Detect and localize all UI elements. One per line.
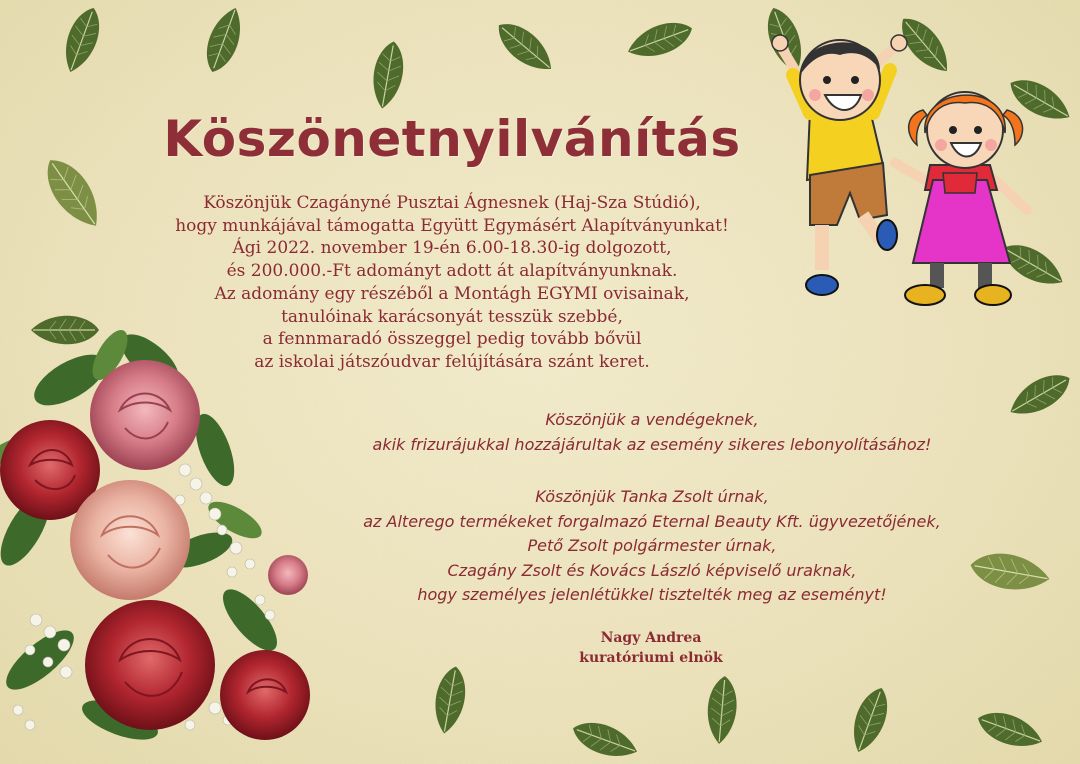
- intro-line: Az adomány egy részéből a Montágh EGYMI ovisainak,: [214, 283, 690, 304]
- intro-line: az iskolai játszóudvar felújítására szánt keret.: [254, 351, 650, 372]
- guests-line: akik frizurájukkal hozzájárultak az esemény sikeres lebonyolításához!: [372, 434, 932, 454]
- intro-line: a fennmaradó összeggel pedig tovább bővül: [262, 329, 642, 350]
- page-title: Köszönetnyilvánítás: [163, 110, 741, 168]
- signature-role: kuratóriumi elnök: [579, 650, 723, 666]
- rose-icon: [85, 600, 215, 730]
- sponsors-line: az Alterego termékeket forgalmazó Eternal Beauty Kft. ügyvezetőjének,: [363, 511, 941, 531]
- intro-line: tanulóinak karácsonyát tesszük szebbé,: [281, 306, 623, 327]
- intro-line: Ági 2022. november 19-én 6.00-18.30-ig dolgozott,: [232, 238, 672, 259]
- intro-line: hogy munkájával támogatta Együtt Egymásért Alapítványunkat!: [175, 215, 729, 236]
- rose-icon: [220, 650, 310, 740]
- intro-line: Köszönjük Czagányné Pusztai Ágnesnek (Haj-Sza Stúdió),: [203, 193, 701, 213]
- sponsors-line: Köszönjük Tanka Zsolt úrnak,: [535, 487, 769, 506]
- intro-line: és 200.000.-Ft adományt adott át alapítványunknak.: [226, 261, 678, 282]
- guests-thanks-paragraph: [320, 408, 984, 457]
- leaf-icon: [845, 683, 895, 757]
- leaf-icon: [57, 3, 107, 77]
- leaf-icon: [623, 15, 697, 65]
- rose-icon: [70, 480, 190, 600]
- rose-icon: [90, 360, 200, 470]
- leaf-icon: [705, 675, 739, 745]
- intro-paragraph: [150, 192, 754, 374]
- sponsors-line: Czagány Zsolt és Kovács László képviselő uraknak,: [447, 560, 857, 580]
- sponsors-line: Pető Zsolt polgármester úrnak,: [527, 536, 777, 555]
- signature-block: [540, 628, 762, 668]
- signature-name: Nagy Andrea: [600, 630, 702, 646]
- leaf-icon: [973, 705, 1047, 755]
- leaf-icon: [568, 715, 642, 764]
- leaf-icon: [199, 3, 249, 77]
- guests-line: Köszönjük a vendégeknek,: [545, 410, 759, 429]
- rose-icon: [268, 555, 308, 595]
- leaf-icon: [430, 664, 470, 736]
- sponsors-line: hogy személyes jelenlétükkel tisztelték meg az eseményt!: [417, 585, 887, 604]
- girl-figure: [895, 92, 1027, 305]
- leaf-icon: [490, 14, 560, 80]
- sponsors-thanks-paragraph: [320, 485, 984, 608]
- leaf-icon: [1003, 366, 1076, 425]
- leaf-icon: [368, 39, 408, 111]
